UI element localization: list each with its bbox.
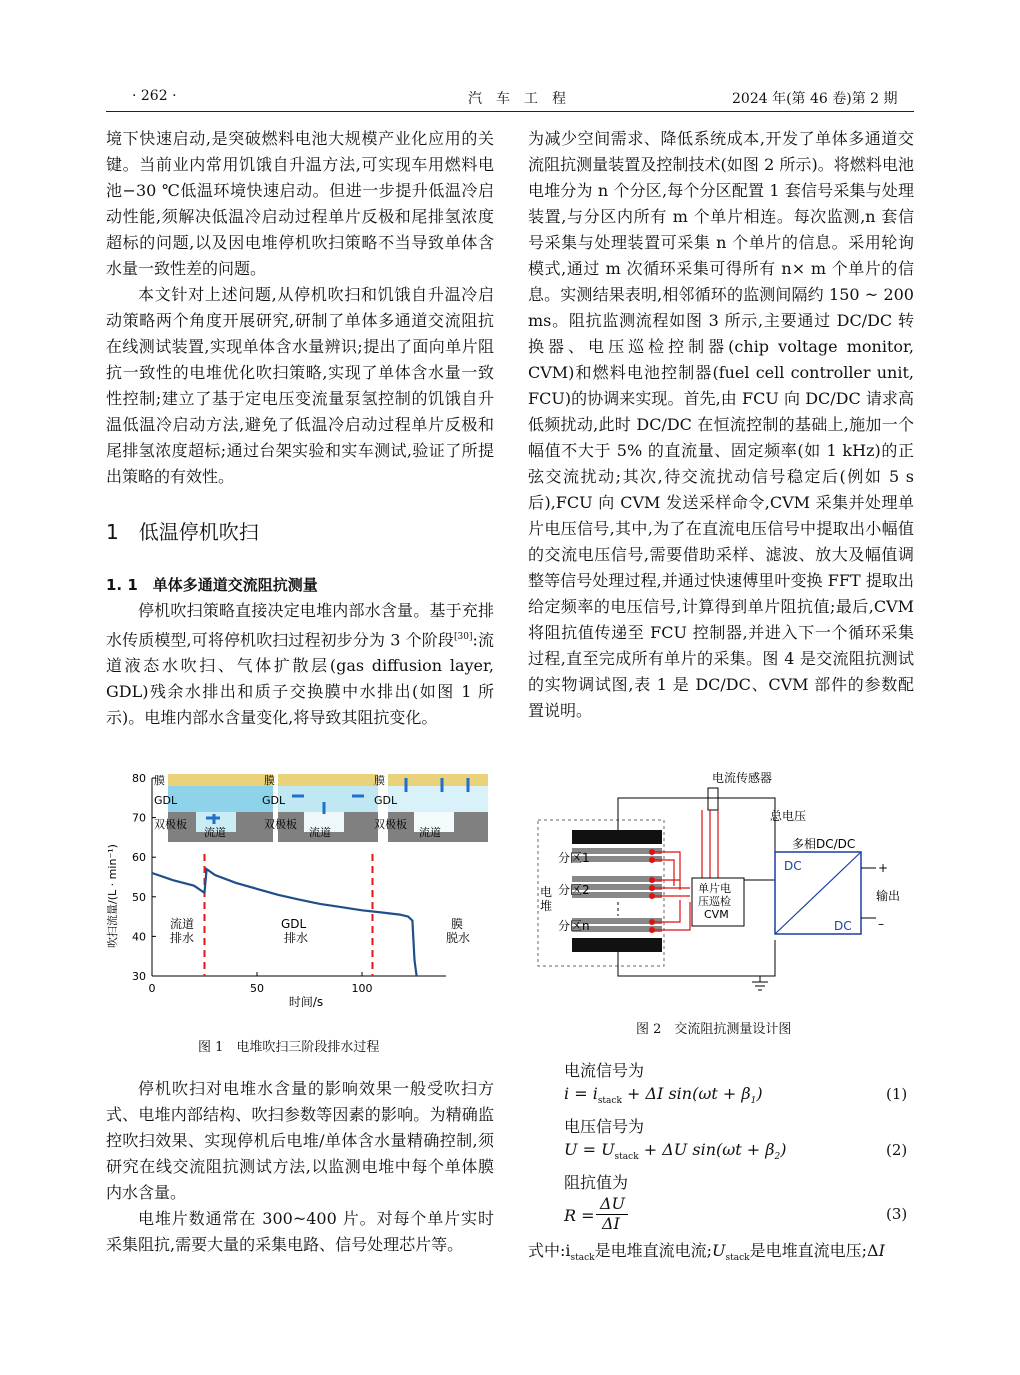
stage-label-gdl: GDL 排水 — [281, 917, 309, 945]
paragraph: 本文针对上述问题,从停机吹扫和饥饿自升温冷启动策略两个角度开展研究,研制了单体多通道交流阻抗在线测试装置,实现单体含水量辨识;提出了面向单片阻抗一致性的电堆优化吹扫策略,实现了单体含水量一致性控制;建立了基于定电压变流量泵氢控制的饥饿自升温低温冷启动方法,避免了低温冷启动过程单片反极和尾排氢浓度超标;通过台架实验和实车测试,验证了所提出策略的有效性。 — [106, 285, 494, 486]
x-tick-label: 50 — [250, 982, 264, 995]
zone-n-label: 分区n — [558, 919, 590, 933]
schematic-panel-3 — [388, 774, 488, 842]
page-number: · 262 · — [132, 88, 177, 104]
y-tick-label: 70 — [132, 811, 146, 825]
paragraph: 式中$:i_{stack}$是电堆直流电流$;U_{stack}$是电堆直流电压;ΔI — [528, 1241, 885, 1264]
eq2-number: (2) — [886, 1141, 908, 1159]
current-sensor-label: 电流传感器 — [712, 771, 773, 785]
equation-1: $i = i_{stack} + \Delta I$ $\sin(\omega t + \beta_1)$ — [564, 1084, 763, 1107]
y-tick-label: 40 — [132, 930, 146, 944]
paragraph: 境下快速启动,是突破燃料电池大规模产业化应用的关键。当前业内常用饥饿自升温方法,可实现车用燃料电池−30 ℃低温环境快速启动。但进一步提升低温冷启动性能,须解决低温冷启动过程单片反极和尾排氢浓度超标的问题,以及因电堆停机吹扫策略不当导致单体含水量一致性差的问题。 — [106, 129, 494, 278]
zone-2-label: 分区2 — [558, 883, 590, 897]
y-tick-label: 50 — [132, 890, 146, 904]
layer-label-bipolar: 双极板 — [264, 818, 297, 831]
dc-out-label: DC — [834, 919, 852, 933]
stage-label-membrane: 膜脱水 — [446, 917, 471, 945]
running-header — [106, 88, 914, 110]
y-tick-label: 60 — [132, 851, 146, 865]
schematic-panel-1 — [168, 774, 273, 842]
journal-name: 汽 车 工 程 — [468, 91, 566, 107]
left-column-bottom — [106, 1076, 494, 1258]
y-tick-label: 30 — [132, 970, 146, 983]
issue-info: 2024 年(第 46 卷)第 2 期 — [732, 91, 898, 107]
fig1-xticks — [149, 972, 373, 995]
layer-label-gdl: GDL — [262, 794, 286, 807]
layer-label-membrane: 膜 — [264, 774, 275, 787]
layer-label-membrane: 膜 — [374, 774, 385, 787]
eq3-intro: 阻抗值为 — [564, 1173, 629, 1192]
channel-label: 流道 — [204, 826, 226, 839]
section-heading: 1 低温停机吹扫 — [106, 520, 259, 544]
paragraph: 停机吹扫对电堆水含量的影响效果一般受吹扫方式、电堆内部结构、吹扫参数等因素的影响。为精确监控吹扫效果、实现停机后电堆/单体含水量精确控制,须研究在线交流阻抗测试方法,以监测电堆中每个单体膜内水含量。 — [106, 1079, 494, 1202]
figure-1-caption: 图 1 电堆吹扫三阶段排水过程 — [198, 1040, 380, 1055]
stage-label-channel: 流道排水 — [170, 917, 195, 945]
paragraph: 电堆片数通常在 300~400 片。对每个单片实时采集阻抗,需要大量的采集电路、信号处理芯片等。 — [106, 1209, 494, 1254]
eq3-number: (3) — [886, 1205, 908, 1223]
eq1-number: (1) — [886, 1085, 908, 1103]
layer-label-bipolar: 双极板 — [374, 818, 407, 831]
x-tick-label: 0 — [148, 982, 156, 995]
total-voltage-label: 总电压 — [770, 809, 807, 823]
paragraph: 为减少空间需求、降低系统成本,开发了单体多通道交流阻抗测量装置及控制技术(如图 2 所示)。将燃料电池电堆分为 n 个分区,每个分区配置 1 套信号采集与处理装置,与分区内所有 m 个单片相连。每次监测,n 套信号采集与处理装置可采集 n 个单片的信息。采用轮询模式,通过 m 次循环采集可得所有 n× m 个单片的信息。实测结果表明,相邻循环的监测间隔约 150 ~ 200 ms。阻抗监测流程如图 3 所示,主要通过 DC/DC 转换器、电压巡检控制器(chip voltage monitor, CVM)和燃料电池控制器(fuel cell controller unit, FCU)的协调来实现。首先,由 FCU 向 DC/DC 请求高低频扰动,此时 DC/DC 在恒流控制的基础上,施加一个幅值不大于 5% 的直流量、固定频率(如 1 kHz)的正弦交流扰动;其次,待交流扰动信号稳定后(例如 5 s 后),FCU 向 CVM 发送采样命令,CVM 采集并处理单片电压信号,其中,为了在直流电压信号中提取出小幅值的交流电压信号,需要借助采样、滤波、放大及幅值调整等信号处理过程,并通过快速傅里叶变换 FFT 提取出给定频率的电压信号,计算得到单片阻抗值;最后,CVM 将阻抗值传递至 FCU 控制器,并进入下一个循环采集过程,直至完成所有单片的采集。图 4 是交流阻抗测试的实物调试图,表 1 是 DC/DC、CVM 部件的参数配置说明。 — [528, 129, 914, 720]
dc-in-label: DC — [784, 859, 802, 873]
figure-2-caption: 图 2 交流阻抗测量设计图 — [636, 1022, 792, 1037]
output-minus: – — [878, 917, 884, 931]
header-rule — [106, 111, 914, 112]
layer-label-gdl: GDL — [374, 794, 398, 807]
paragraph: 停机吹扫策略直接决定电堆内部水含量。基于充排水传质模型,可将停机吹扫过程初步分为 3 个阶段[30]:流道液态水吹扫、气体扩散层(gas diffusion layer, GDL)残余水排出和质子交换膜中水排出(如图 1 所示)。电堆内部水含量变化,将导致其阻抗变化。 — [106, 601, 494, 728]
zone-1-label: 分区1 — [558, 851, 590, 865]
left-column-mid — [106, 598, 494, 731]
schematic-panel-2 — [278, 774, 378, 842]
fig1-xlabel: 时间/s — [288, 995, 324, 1009]
right-column-last-line — [528, 1238, 914, 1271]
figure-2 — [530, 768, 914, 1000]
layer-label-membrane: 膜 — [154, 774, 165, 787]
equation-2: $U = U_{stack} + \Delta U$ $\sin(\omega t + \beta_2)$ — [564, 1140, 787, 1163]
y-tick-label: 80 — [132, 772, 146, 785]
eq1-intro: 电流信号为 — [564, 1061, 645, 1080]
stage-boundaries — [205, 854, 373, 976]
output-label: 输出 — [876, 889, 901, 903]
stack-label: 电堆 — [540, 885, 553, 913]
dcdc-label: 多相DC/DC — [792, 837, 856, 851]
layer-label-bipolar: 双极板 — [154, 818, 187, 831]
fig1-ylabel: 吹扫流量/(L · min⁻¹) — [106, 844, 119, 948]
layer-label-gdl: GDL — [154, 794, 178, 807]
left-column-top — [106, 126, 494, 490]
output-plus: + — [878, 861, 889, 875]
current-sensor — [708, 788, 718, 810]
channel-label: 流道 — [419, 826, 441, 839]
right-column-text — [528, 126, 914, 724]
figure-1 — [106, 768, 494, 1018]
subsection-heading: 1. 1 单体多通道交流阻抗测量 — [106, 576, 318, 594]
channel-label: 流道 — [309, 826, 331, 839]
eq2-intro: 电压信号为 — [564, 1117, 645, 1136]
citation[interactable]: [30] — [453, 632, 473, 642]
cvm-label: 单片电压巡检 CVM — [698, 882, 731, 921]
x-tick-label: 100 — [351, 982, 373, 995]
